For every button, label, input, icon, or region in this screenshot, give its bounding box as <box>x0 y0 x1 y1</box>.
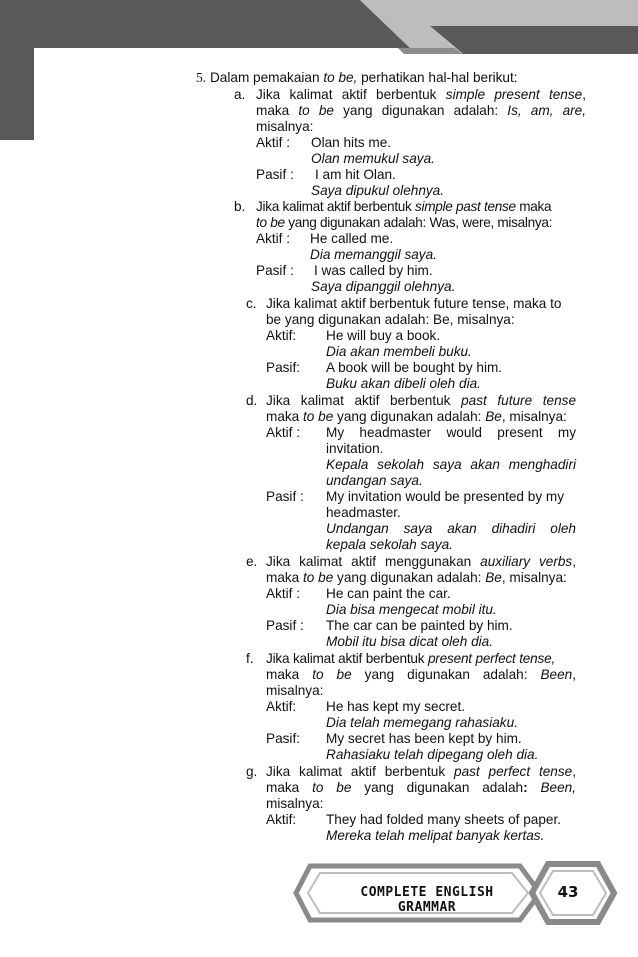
pasif-label: Pasif : <box>266 489 304 504</box>
example-translation: Rahasiaku telah dipegang oleh dia. <box>326 747 539 762</box>
paragraph-line: Jika kalimat aktif berbentuk simple past tense maka <box>256 199 552 214</box>
paragraph-line: Jika kalimat aktif berbentuk simple present tense, <box>256 87 586 102</box>
example-translation: Dia bisa mengecat mobil itu. <box>326 602 497 617</box>
paragraph-line: Jika kalimat aktif berbentuk past future tense <box>266 393 577 408</box>
footer-banner <box>0 860 638 930</box>
example-english: The car can be painted by him. <box>326 618 513 633</box>
example-english: My secret has been kept by him. <box>326 731 522 746</box>
example-english: He will buy a book. <box>326 328 441 343</box>
aktif-label: Aktif : <box>256 135 290 150</box>
aktif-label: Aktif: <box>266 812 297 827</box>
example-english: My invitation would be presented by my <box>326 489 565 504</box>
item-letter: d. <box>246 393 258 408</box>
aktif-label: Aktif: <box>266 328 297 343</box>
example-english: I was called by him. <box>314 263 433 278</box>
paragraph-line: Jika kalimat aktif berbentuk past perfect tense, <box>266 764 576 779</box>
example-translation: Mereka telah melipat banyak kertas. <box>326 828 545 843</box>
pasif-label: Pasif: <box>266 360 300 375</box>
example-english: A book will be bought by him. <box>326 360 503 375</box>
paragraph-line: be yang digunakan adalah: Be, misalnya: <box>266 312 515 327</box>
footer-book-title: COMPLETE ENGLISH GRAMMAR <box>360 885 494 915</box>
example-translation: undangan saya. <box>326 473 423 488</box>
example-translation: Dia akan membeli buku. <box>326 344 472 359</box>
pasif-label: Pasif : <box>256 167 294 182</box>
example-english: I am hit Olan. <box>315 167 396 182</box>
item-letter: e. <box>246 554 258 569</box>
paragraph-line: misalnya: <box>266 796 324 811</box>
example-english: He can paint the car. <box>326 586 451 601</box>
paragraph-line: Jika kalimat aktif menggunakan auxiliary verbs, <box>266 554 576 569</box>
paragraph-line: Jika kalimat aktif berbentuk future tense, maka to <box>266 296 562 311</box>
pasif-label: Pasif : <box>256 263 294 278</box>
page-number: 43 <box>557 883 579 901</box>
item-letter: c. <box>246 296 257 311</box>
example-english: They had folded many sheets of paper. <box>326 812 562 827</box>
paragraph-line: maka to be yang digunakan adalah: Been, <box>266 780 576 795</box>
example-translation: Undangan saya akan dihadiri oleh <box>326 521 576 536</box>
example-translation: Buku akan dibeli oleh dia. <box>326 376 481 391</box>
paragraph-line: to be yang digunakan adalah: Was, were, misalnya: <box>256 215 553 230</box>
example-english: He called me. <box>310 231 394 246</box>
paragraph-line: misalnya: <box>266 683 324 698</box>
example-translation: Dia telah memegang rahasiaku. <box>326 715 518 730</box>
example-translation: Saya dipukul olehnya. <box>311 183 445 198</box>
example-english: He has kept my secret. <box>326 699 466 714</box>
item-letter: b. <box>234 199 246 214</box>
paragraph-line: maka to be yang digunakan adalah: Been, <box>266 667 576 682</box>
aktif-label: Aktif : <box>256 231 290 246</box>
paragraph-line: maka to be yang digunakan adalah: Be, misalnya: <box>266 570 567 585</box>
item-letter: a. <box>234 87 246 102</box>
item-5-intro: 5. Dalam pemakaian to be, perhatikan hal-hal berikut: <box>196 70 518 85</box>
example-translation: Olan memukul saya. <box>311 151 435 166</box>
example-english: My headmaster would present my <box>326 425 576 440</box>
pasif-label: Pasif: <box>266 731 300 746</box>
paragraph-line: maka to be yang digunakan adalah: Is, am, are, <box>256 103 586 118</box>
example-english: invitation. <box>326 441 384 456</box>
item-letter: f. <box>246 651 254 666</box>
example-english: headmaster. <box>326 505 401 520</box>
paragraph-line: maka to be yang digunakan adalah: Be, misalnya: <box>266 409 567 424</box>
item-number: 5. <box>196 70 207 85</box>
example-translation: kepala sekolah saya. <box>326 537 453 552</box>
example-translation: Dia memanggil saya. <box>310 247 437 262</box>
example-translation: Mobil itu bisa dicat oleh dia. <box>326 634 493 649</box>
item-letter: g. <box>246 764 258 779</box>
example-translation: Kepala sekolah saya akan menghadiri <box>326 457 576 472</box>
aktif-label: Aktif: <box>266 699 297 714</box>
paragraph-line: misalnya: <box>256 119 314 134</box>
aktif-label: Aktif : <box>266 425 300 440</box>
pasif-label: Pasif : <box>266 618 304 633</box>
example-translation: Saya dipanggil olehnya. <box>311 279 456 294</box>
aktif-label: Aktif : <box>266 586 300 601</box>
example-english: Olan hits me. <box>311 135 392 150</box>
paragraph-line: Jika kalimat aktif berbentuk present perfect tense, <box>266 651 556 666</box>
